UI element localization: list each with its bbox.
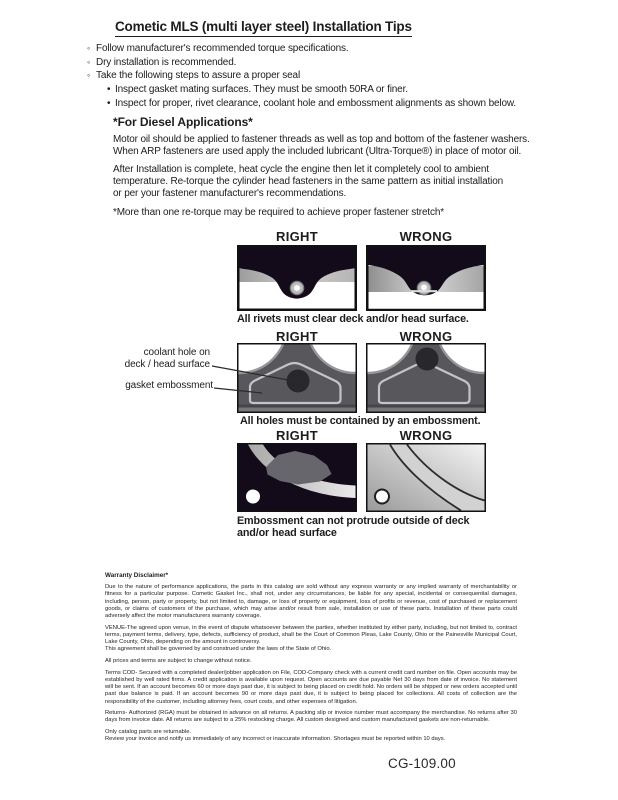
tip-item (87, 56, 516, 70)
paragraph-line: Motor oil should be applied to fastener threads as well as top and bottom of the fastener washers. (113, 133, 530, 145)
tip-text: Inspect gasket mating surfaces. They must be smooth 50RA or finer. (115, 84, 408, 96)
embossment-callout: gasket embossment (125, 380, 213, 391)
tip-text: Take the following steps to assure a proper seal (96, 70, 301, 82)
wrong-label: WRONG (399, 329, 453, 344)
right-label: RIGHT (276, 229, 318, 244)
right-label: RIGHT (276, 329, 318, 344)
rivet-center (421, 285, 427, 291)
circle-bullet-icon: ◦ (87, 56, 91, 67)
coolant-leader-line (212, 366, 299, 382)
page-title: Cometic MLS (multi layer steel) Installation Tips (115, 19, 412, 37)
diesel-paragraph (113, 164, 530, 199)
paragraph-line: When ARP fasteners are used apply the included lubricant (Ultra-Torque®) in place of motor oil. (113, 145, 522, 157)
bolt-hole (246, 490, 260, 504)
paragraph-line: or per your fastener manufacturer's recommendations. (113, 187, 347, 199)
diesel-paragraph (113, 207, 530, 219)
warranty-paragraph: Terms COD- Secured with a completed dealer/jobber application on File, COD-Company check with a current credit card number on file. Open accounts may be established by well rated firms. A credit application is available upon request. Open accounts are due payable Net 30 days from date of invoice. No statement will be sent. If an account becomes 60 or more days past due, it is subject to being placed on credit hold. No orders will be shipped or new orders accepted until past due balance is paid. If an account becomes 90 or more days past due, it is subject to being placed for collections. All costs of collection are the responsibility of the customer, including attorney fees, court costs, and other expenses of litigation. (105, 669, 517, 705)
tip-text: Dry installation is recommended. (96, 56, 237, 68)
paragraph-line: temperature. Re-torque the cylinder head fasteners in the same pattern as initial installation (113, 176, 504, 188)
wrong-label: WRONG (399, 229, 453, 244)
installation-tips-list (87, 42, 516, 111)
warranty-heading: Warranty Disclaimer* (105, 572, 169, 579)
diagram1-caption: All rivets must clear deck and/or head surface. (237, 313, 469, 325)
circle-bullet-icon: ◦ (87, 43, 91, 53)
embossment-wrong-diagram (366, 343, 486, 413)
coolant-hole (416, 348, 439, 371)
tip-text: Follow manufacturer's recommended torque specifications. (96, 43, 349, 54)
dot-bullet-icon: • (107, 84, 111, 96)
caption-line: and/or head surface (237, 527, 337, 539)
wrong-label: WRONG (399, 428, 453, 443)
circle-bullet-icon: ◦ (87, 70, 91, 81)
callout-line: deck / head surface (124, 358, 210, 370)
rivet-center (294, 285, 300, 291)
warranty-disclaimer-section (105, 572, 517, 744)
diagram3-caption (237, 515, 469, 539)
dot-bullet-icon: • (107, 97, 111, 109)
tip-sub-item (107, 97, 516, 111)
tip-item (87, 42, 516, 56)
paragraph-line: After Installation is complete, heat cycle the engine then let it completely cool to ambient (113, 164, 489, 176)
warranty-paragraph: Due to the nature of performance applications, the parts in this catalog are sold without any express warranty or any implied warranty of merchantability or fitness for a particular purpose. Cometic Gasket Inc., shall not, under any circumstances, be liable for any special, incidental or consequential damages, including, person, party or property, but not limited to, damage, or loss of property or equipment, loss of profits or revenue, cost of purchased or replacement goods, or claims of customers of the purchase, which may arise and/or result from sale, installation or use of these parts. Installation of these parts could adversely affect the motor manufacturers warranty coverage. (105, 584, 517, 620)
tip-text: Inspect for proper, rivet clearance, coolant hole and embossment alignments as shown below. (115, 97, 517, 109)
warranty-paragraph: VENUE-The agreed upon venue, in the event of dispute whatsoever between the parties, whether instituted by either party, including, but not limited to, contract terms, payment terms, delivery, type, defects, sufficiency of product, shall be the Court of Common Pleas, Lake County, Ohio or the Painesville Municipal Court, Lake County, Ohio, depending on the amount in controversy. (105, 624, 517, 646)
callout-leader-lines (205, 355, 305, 400)
diagram2-caption: All holes must be contained by an embossment. (240, 415, 481, 427)
rivet-clearance-wrong-diagram (366, 245, 486, 311)
tip-sub-item (107, 83, 516, 97)
warranty-paragraph: Only catalog parts are returnable. (105, 729, 192, 736)
paragraph-line: *More than one re-torque may be required to achieve proper fastener stretch* (113, 206, 445, 218)
warranty-paragraph: All prices and terms are subject to change without notice. (105, 658, 252, 665)
callout-line: coolant hole on (143, 347, 210, 358)
warranty-paragraph: Returns- Authorized (RGA) must be obtained in advance on all returns. A packing slip or invoice number must accompany the merchandise. No returns after 30 days from invoice date. All returns are subject to a 25% restocking charge. All custom designed and custom manufactured gaskets are non-returnable. (105, 710, 517, 724)
page-number-code: CG-109.00 (388, 756, 456, 771)
protrusion-right-diagram (237, 443, 357, 512)
caption-line: Embossment can not protrude outside of deck (237, 515, 470, 527)
rivet-clearance-right-diagram (237, 245, 357, 311)
warranty-paragraph: This agreement shall be governed by and construed under the laws of the State of Ohio. (105, 646, 332, 653)
right-label: RIGHT (276, 428, 318, 443)
diesel-heading: *For Diesel Applications* (113, 115, 253, 129)
embossment-leader-line (214, 388, 262, 393)
coolant-hole-callout (98, 347, 210, 370)
warranty-paragraph: Review your invoice and notify us immediately of any incorrect or inaccurate information. Shortages must be reported within 10 days. (105, 736, 446, 743)
diesel-paragraph (113, 134, 530, 158)
bolt-hole (375, 490, 389, 504)
tip-item (87, 69, 516, 83)
protrusion-wrong-diagram (366, 443, 486, 512)
diesel-applications-section (113, 117, 530, 226)
